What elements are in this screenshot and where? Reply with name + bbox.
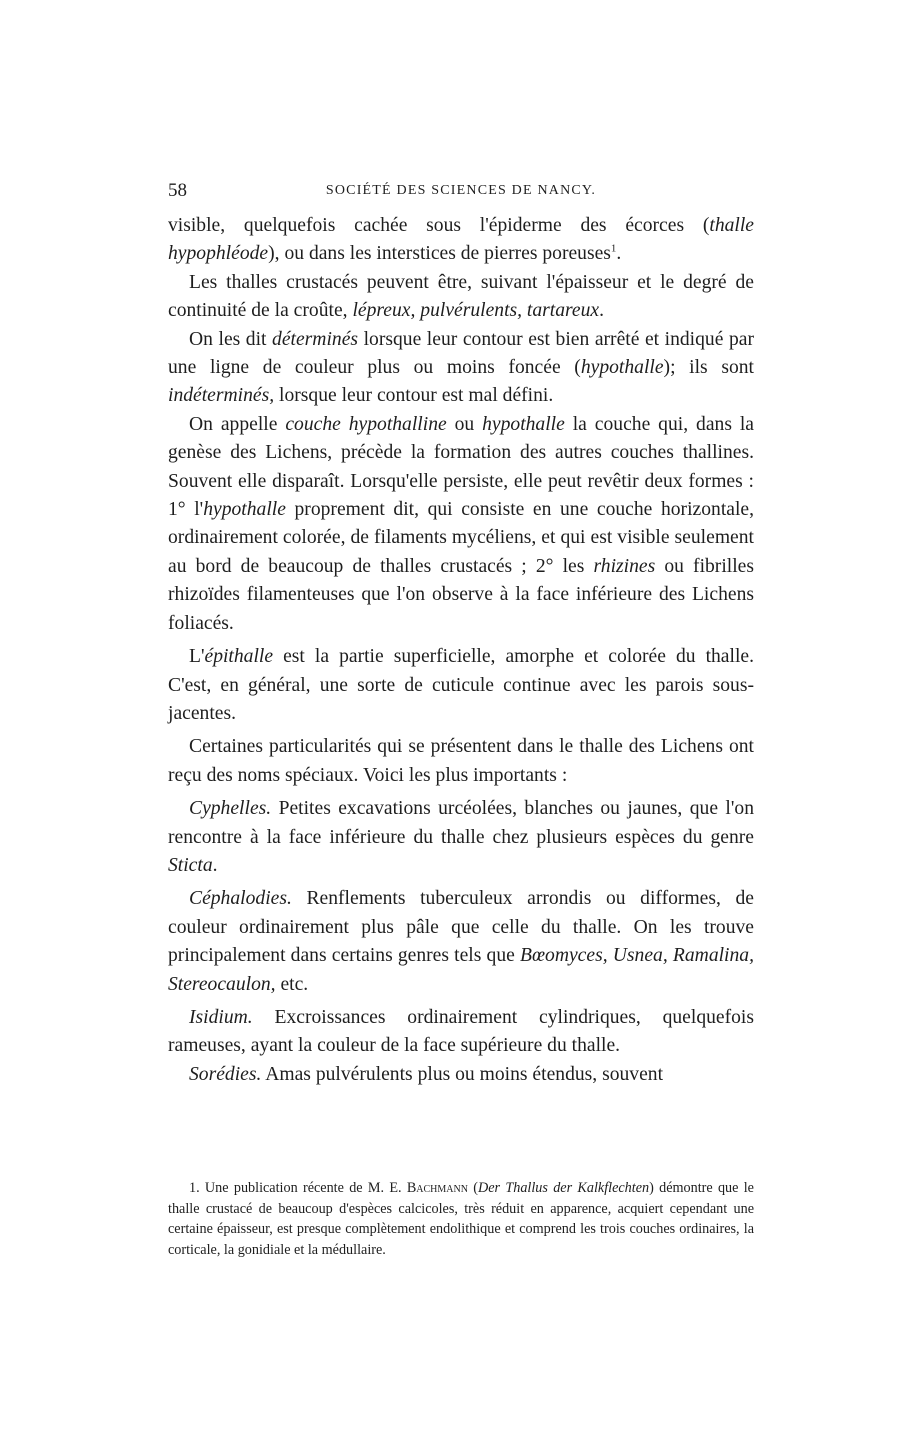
italic-term: hypothalle — [580, 357, 664, 379]
text: L' — [189, 646, 205, 668]
text: On appelle — [189, 413, 286, 435]
footnote — [168, 1178, 754, 1260]
text: etc. — [275, 973, 309, 995]
text: la couche qui, dans la genèse des Lichens, précède la formation des autres couches thallines. Souvent elle disparaît. Lorsqu'elle persiste, elle peut revêtir deux formes : 1° l' — [168, 413, 754, 521]
text: est la partie superficielle, amorphe et colorée du thalle. C'est, en général, une sorte de cuticule continue avec les parois sous-jacentes. — [168, 646, 754, 724]
running-title: SOCIÉTÉ DES SCIENCES DE NANCY. — [325, 183, 597, 198]
text: ); ils sont — [663, 357, 754, 379]
author-name: Bachmann — [406, 1180, 468, 1196]
paragraph-9 — [168, 1004, 754, 1061]
footnote-text — [168, 1178, 754, 1260]
text: ( — [467, 1180, 478, 1196]
text: . — [599, 300, 605, 322]
paragraph-4 — [168, 411, 754, 638]
paragraph-8 — [168, 885, 754, 999]
italic-term: épithalle — [204, 646, 274, 668]
text: Petites excavations urcéolées, blanches ou jaunes, que l'on rencontre à la face inférieure du thalle chez plusieurs espèces du genre — [168, 798, 754, 848]
text: lorsque leur contour est mal défini. — [274, 385, 554, 407]
text: Certaines particularités qui se présentent dans le thalle des Lichens ont reçu des noms spéciaux. Voici les plus importants : — [168, 736, 754, 786]
text: ou — [446, 413, 483, 435]
italic-term: hypothalle — [203, 499, 286, 521]
italic-term: Sticta — [168, 854, 213, 876]
text: 1. Une publication récente de M. E. — [189, 1180, 407, 1196]
text: ), ou dans les interstices de pierres poreuses — [268, 243, 611, 265]
italic-term: Sorédies. — [189, 1063, 262, 1085]
text: lorsque leur contour est bien arrêté et indiqué par une ligne de couleur plus ou moins foncée ( — [168, 328, 754, 379]
italic-term: couche hypothalline — [285, 413, 447, 435]
italic-term: Bœomyces, Usnea, Ramalina, Stereocaulon, — [168, 945, 754, 995]
italic-term: rhizines — [593, 555, 656, 577]
text: Amas pulvérulents plus ou moins étendus, souvent — [261, 1063, 664, 1085]
text: . — [616, 243, 622, 265]
paragraph-6 — [168, 733, 754, 790]
page-header — [168, 180, 754, 204]
body-text — [168, 212, 754, 1089]
paragraph-2 — [168, 269, 754, 326]
footnote-marker: 1 — [610, 242, 617, 255]
text: Renflements tuberculeux arrondis ou difformes, de couleur ordinairement plus pâle que celle du thalle. On les trouve principalement dans certains genres tels que — [168, 888, 754, 967]
text: Excroissances ordinairement cylindriques, quelquefois rameuses, ayant la couleur de la face supérieure du thalle. — [168, 1006, 754, 1057]
italic-term: déterminés — [272, 328, 359, 350]
italic-term: hypothalle — [482, 413, 565, 435]
paragraph-1 — [168, 212, 754, 269]
italic-term: indéterminés, — [168, 385, 275, 407]
italic-term: Cyphelles. — [189, 798, 272, 820]
italic-term: lépreux, pulvérulents, tartareux — [352, 300, 600, 322]
text: ) démontre que le thalle crustacé de beaucoup d'espèces calcicoles, très réduit en apparence, acquiert cependant une certaine épaisseur, est presque complètement endolithique et comprend les trois couches ordinaires, la corticale, la gonidiale et la médullaire. — [168, 1180, 754, 1258]
page-number: 58 — [168, 180, 187, 201]
italic-term: Isidium. — [189, 1006, 253, 1028]
paragraph-7 — [168, 795, 754, 880]
italic-term: Céphalodies. — [189, 888, 292, 910]
italic-term: thalle hypophléode — [168, 215, 754, 265]
text: ou fibrilles rhizoïdes filamenteuses que l'on observe à la face inférieure des Lichens foliacés. — [168, 555, 754, 634]
text: visible, quelquefois cachée sous l'épiderme des écorces ( — [168, 215, 710, 236]
paragraph-3 — [168, 326, 754, 411]
paragraph-10 — [168, 1061, 754, 1089]
text: proprement dit, qui consiste en une couche horizontale, ordinairement colorée, de filaments mycéliens, et qui est visible seulement au bord de beaucoup de thalles crustacés ; 2° les — [168, 499, 754, 577]
paragraph-5 — [168, 643, 754, 728]
text: Les thalles crustacés peuvent être, suivant l'épaisseur et le degré de continuité de la croûte, — [168, 271, 754, 322]
text: On les dit — [189, 328, 273, 350]
italic-title: Der Thallus der Kalkflechten — [477, 1180, 650, 1196]
text: . — [212, 854, 218, 876]
